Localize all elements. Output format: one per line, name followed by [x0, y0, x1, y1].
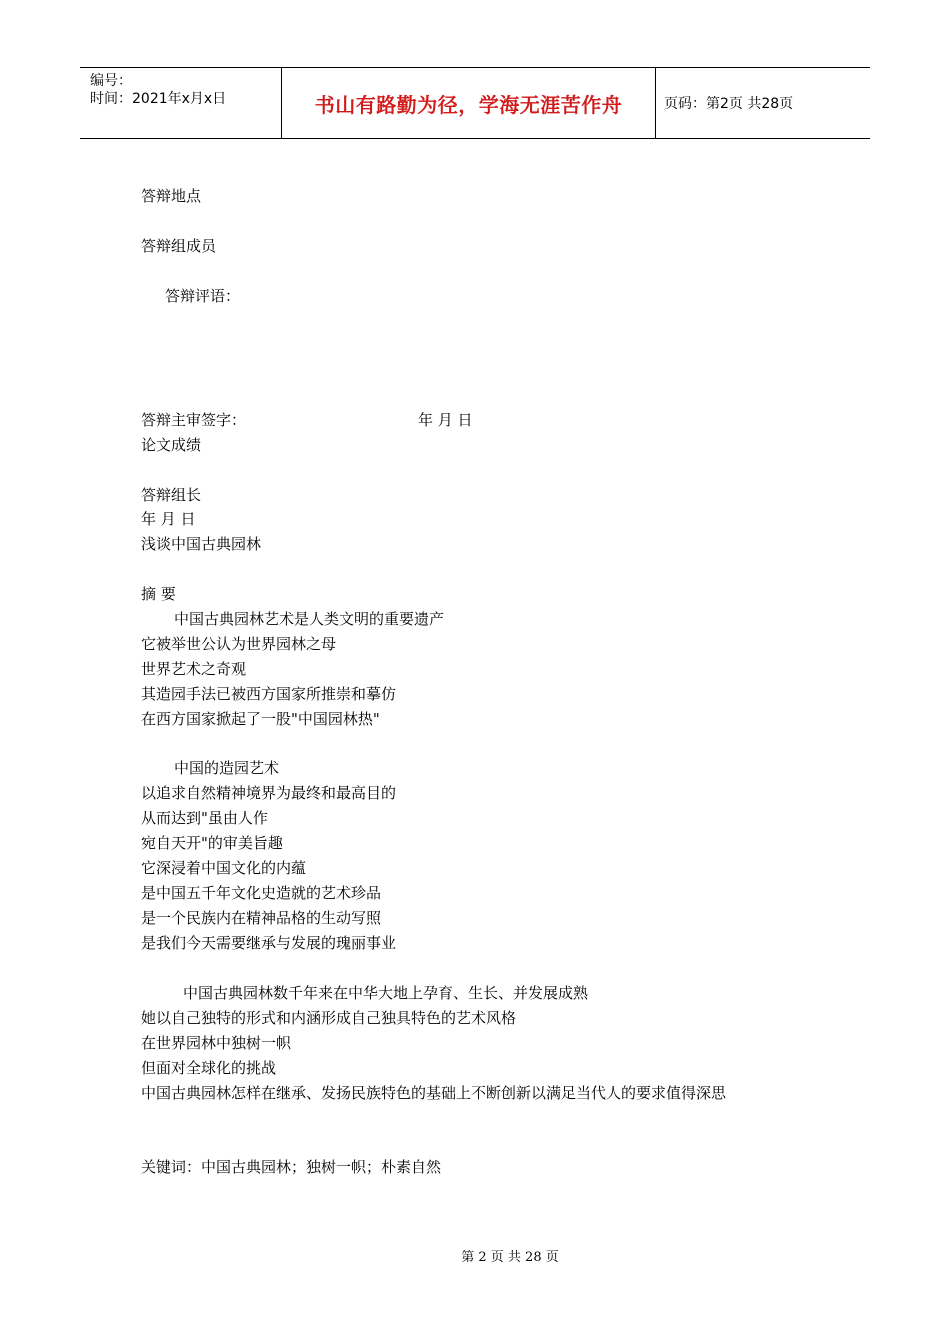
abstract-line: 以追求自然精神境界为最终和最高目的 — [141, 784, 397, 802]
abstract-line: 但面对全球化的挑战 — [141, 1059, 277, 1077]
abstract-line: 在世界园林中独树一帜 — [141, 1034, 292, 1052]
chief-signature: 答辩主审签字： — [141, 411, 247, 429]
abstract-line: 中国古典园林怎样在继承、发扬民族特色的基础上不断创新以满足当代人的要求值得深思 — [141, 1084, 727, 1102]
abstract-line: 世界艺术之奇观 — [141, 660, 247, 678]
header-page-label: 页码：第2页 共28页 — [664, 96, 794, 112]
abstract-line: 它深浸着中国文化的内蕴 — [141, 859, 307, 877]
abstract-line: 它被举世公认为世界园林之母 — [141, 635, 337, 653]
abstract-line: 是一个民族内在精神品格的生动写照 — [141, 909, 382, 927]
header-meta — [80, 68, 282, 138]
abstract-line: 其造园手法已被西方国家所推崇和摹仿 — [141, 685, 397, 703]
number-label: 编号： — [90, 73, 132, 89]
abstract-line: 中国的造园艺术 — [174, 759, 280, 777]
abstract-line: 中国古典园林艺术是人类文明的重要遗产 — [174, 610, 445, 628]
page-footer — [0, 1246, 950, 1265]
signature-date: 年 月 日 — [418, 411, 473, 429]
keywords: 关键词：中国古典园林；独树一帜；朴素自然 — [141, 1158, 442, 1176]
header-motto: 书山有路勤为径，学海无涯苦作舟 — [282, 68, 656, 138]
leader-date: 年 月 日 — [141, 510, 196, 528]
abstract-line: 是我们今天需要继承与发展的瑰丽事业 — [141, 934, 397, 952]
abstract-line: 中国古典园林数千年来在中华大地上孕育、生长、并发展成熟 — [183, 984, 589, 1002]
defense-members: 答辩组成员 — [141, 237, 217, 255]
abstract-line: 从而达到"虽由人作 — [141, 809, 268, 827]
paper-title: 浅谈中国古典园林 — [141, 535, 262, 553]
footer-page-number: 第 2 页 共 28 页 — [461, 1250, 559, 1265]
thesis-score: 论文成绩 — [141, 436, 202, 454]
defense-leader: 答辩组长 — [141, 486, 202, 504]
abstract-line: 在西方国家掀起了一股"中国园林热" — [141, 710, 380, 728]
abstract-heading: 摘 要 — [141, 585, 176, 603]
abstract-line: 宛自天开"的审美旨趣 — [141, 834, 283, 852]
defense-comments: 答辩评语： — [165, 287, 241, 305]
time-label: 时间：2021年x月x日 — [90, 91, 227, 107]
abstract-line: 是中国五千年文化史造就的艺术珍品 — [141, 884, 382, 902]
abstract-line: 她以自己独特的形式和内涵形成自己独具特色的艺术风格 — [141, 1009, 517, 1027]
page-header — [80, 67, 870, 139]
defense-location: 答辩地点 — [141, 187, 202, 205]
